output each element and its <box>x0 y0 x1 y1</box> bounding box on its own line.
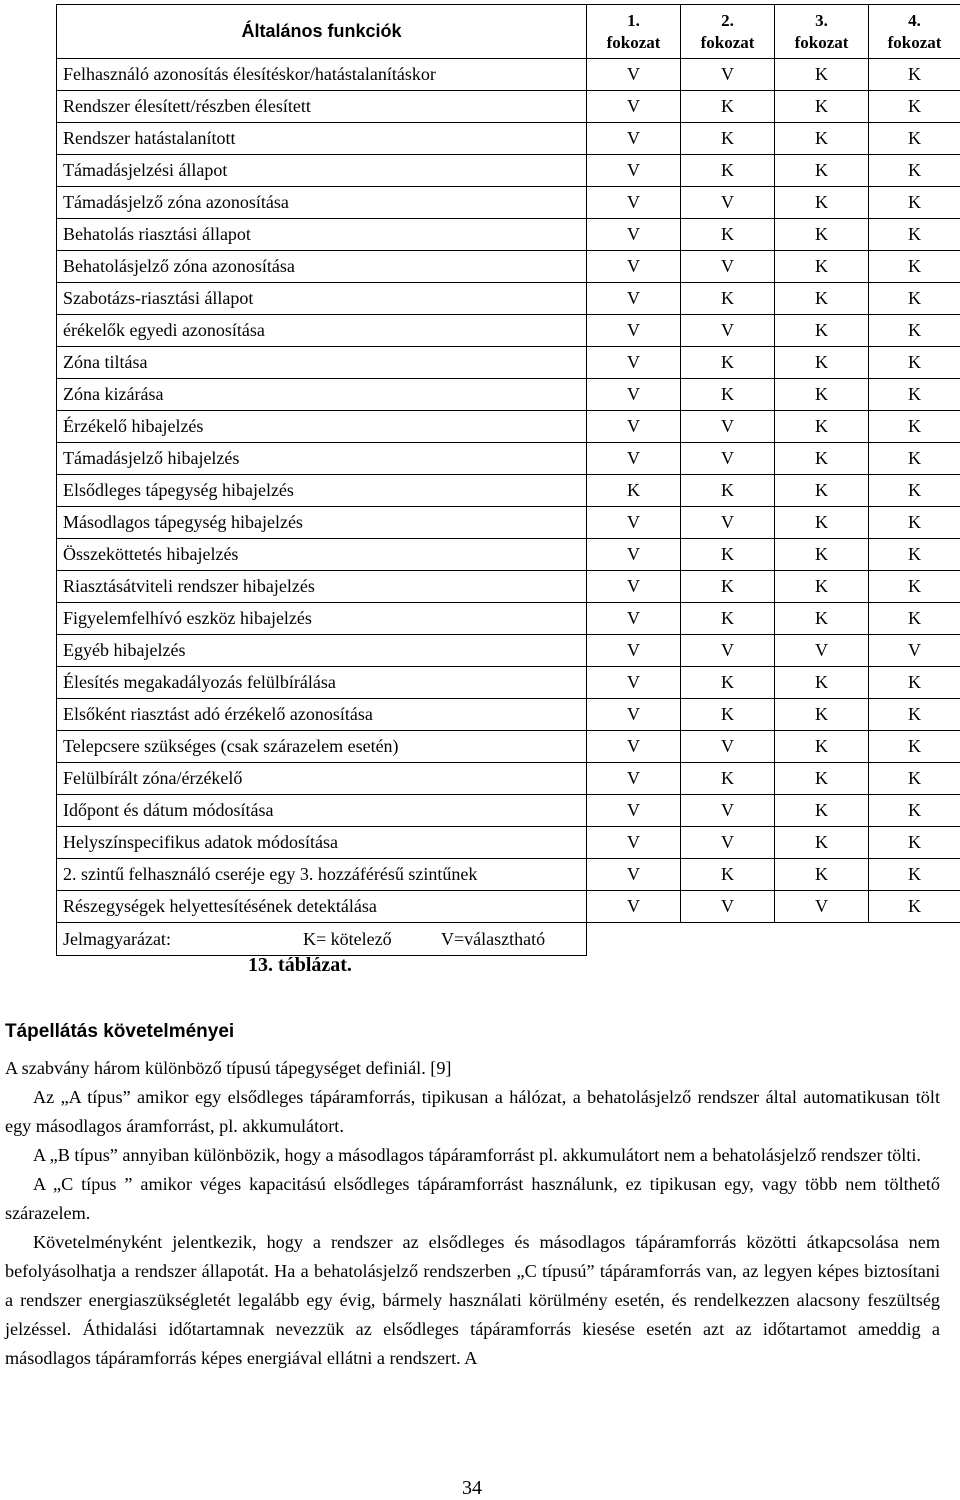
grade-value-cell: V <box>587 91 681 123</box>
grade-value-cell: K <box>775 347 869 379</box>
grade-header-1: 1. fokozat <box>587 5 681 59</box>
grade-value-cell: K <box>869 507 960 539</box>
grade-value-cell: V <box>587 699 681 731</box>
grade-value-cell: K <box>869 763 960 795</box>
grade-value-cell: V <box>681 59 775 91</box>
grade-value-cell: V <box>681 187 775 219</box>
legend-empty <box>587 923 960 956</box>
grade-value-cell: K <box>775 315 869 347</box>
grade-value-cell: V <box>587 539 681 571</box>
grade-value-cell: K <box>869 123 960 155</box>
page-number: 34 <box>462 1477 482 1499</box>
function-name-cell: Helyszínspecifikus adatok módosítása <box>57 827 587 859</box>
grade-value-cell: K <box>587 475 681 507</box>
table-row <box>57 891 960 923</box>
grade-value-cell: K <box>775 411 869 443</box>
function-name-cell: Részegységek helyettesítésének detektálása <box>57 891 587 923</box>
grade-header-2: 2. fokozat <box>681 5 775 59</box>
grade-value-cell: K <box>775 91 869 123</box>
grade-value-cell: V <box>587 155 681 187</box>
legend-label: Jelmagyarázat: <box>63 928 171 949</box>
grade-value-cell: K <box>681 571 775 603</box>
grade-value-cell: V <box>775 635 869 667</box>
grade-value-cell: V <box>587 219 681 251</box>
grade-value-cell: K <box>775 187 869 219</box>
grade-value-cell: K <box>775 155 869 187</box>
table-row <box>57 571 960 603</box>
grade-value-cell: V <box>587 859 681 891</box>
function-name-cell: Zóna tiltása <box>57 347 587 379</box>
grade-value-cell: K <box>681 763 775 795</box>
grade-value-cell: K <box>681 155 775 187</box>
table-header-row <box>57 5 960 59</box>
grade-value-cell: V <box>681 251 775 283</box>
grade-value-cell: K <box>681 667 775 699</box>
grade-value-cell: V <box>681 891 775 923</box>
grade-value-cell: V <box>681 315 775 347</box>
table-row <box>57 283 960 315</box>
grade-value-cell: K <box>681 539 775 571</box>
table-row <box>57 411 960 443</box>
table-row <box>57 91 960 123</box>
table-row <box>57 379 960 411</box>
table-row <box>57 59 960 91</box>
table-row <box>57 859 960 891</box>
grade-value-cell: K <box>869 379 960 411</box>
function-name-cell: Érzékelő hibajelzés <box>57 411 587 443</box>
legend-cell <box>57 923 587 956</box>
function-name-cell: Riasztásátviteli rendszer hibajelzés <box>57 571 587 603</box>
function-table <box>56 4 960 956</box>
grade-value-cell: V <box>869 635 960 667</box>
section-title: Tápellátás követelményei <box>5 1021 235 1042</box>
grade-value-cell: K <box>869 571 960 603</box>
body-text <box>5 1054 940 1373</box>
grade-value-cell: V <box>587 411 681 443</box>
grade-value-cell: V <box>587 571 681 603</box>
table-row <box>57 667 960 699</box>
grade-value-cell: K <box>869 699 960 731</box>
table-caption: 13. táblázat. <box>248 954 352 976</box>
grade-value-cell: K <box>775 59 869 91</box>
grade-value-cell: K <box>681 379 775 411</box>
function-name-cell: Támadásjelző hibajelzés <box>57 443 587 475</box>
grade-value-cell: K <box>869 219 960 251</box>
grade-value-cell: K <box>869 187 960 219</box>
grade-value-cell: K <box>869 443 960 475</box>
table-row <box>57 443 960 475</box>
grade-value-cell: V <box>587 827 681 859</box>
grade-value-cell: V <box>681 827 775 859</box>
grade-value-cell: K <box>681 475 775 507</box>
grade-value-cell: K <box>775 795 869 827</box>
function-name-cell: Időpont és dátum módosítása <box>57 795 587 827</box>
grade-value-cell: V <box>587 443 681 475</box>
grade-value-cell: K <box>869 667 960 699</box>
grade-value-cell: K <box>869 539 960 571</box>
table-row <box>57 763 960 795</box>
table-row <box>57 251 960 283</box>
function-name-cell: Felülbírált zóna/érzékelő <box>57 763 587 795</box>
grade-value-cell: K <box>775 507 869 539</box>
grade-value-cell: V <box>775 891 869 923</box>
table-row <box>57 603 960 635</box>
grade-value-cell: K <box>869 91 960 123</box>
table-row <box>57 635 960 667</box>
grade-value-cell: K <box>775 603 869 635</box>
grade-value-cell: K <box>775 539 869 571</box>
table-row <box>57 539 960 571</box>
grade-value-cell: V <box>587 731 681 763</box>
grade-value-cell: V <box>587 251 681 283</box>
table-row <box>57 475 960 507</box>
table-row <box>57 347 960 379</box>
paragraph-c-type: A „C típus ” amikor véges kapacitású elsődleges tápáramforrást használunk, ez tipikusan egy, vagy több nem tölthető szárazelem. <box>5 1174 940 1223</box>
grade-value-cell: K <box>869 827 960 859</box>
grade-value-cell: K <box>775 379 869 411</box>
grade-value-cell: V <box>587 603 681 635</box>
function-name-cell: 2. szintű felhasználó cseréje egy 3. hozzáférésű szintűnek <box>57 859 587 891</box>
grade-header-4: 4. fokozat <box>869 5 960 59</box>
function-name-cell: Rendszer élesített/részben élesített <box>57 91 587 123</box>
function-name-cell: Szabotázs-riasztási állapot <box>57 283 587 315</box>
grade-value-cell: K <box>775 219 869 251</box>
grade-value-cell: V <box>681 443 775 475</box>
legend-k: K= kötelező <box>303 928 392 949</box>
grade-value-cell: V <box>681 795 775 827</box>
function-name-cell: Elsődleges tápegység hibajelzés <box>57 475 587 507</box>
function-name-cell: Elsőként riasztást adó érzékelő azonosítása <box>57 699 587 731</box>
table-row <box>57 123 960 155</box>
grade-value-cell: K <box>681 699 775 731</box>
grade-value-cell: V <box>681 731 775 763</box>
table-row <box>57 827 960 859</box>
grade-value-cell: K <box>681 347 775 379</box>
grade-value-cell: K <box>775 667 869 699</box>
grade-value-cell: K <box>681 91 775 123</box>
function-name-cell: Támadásjelzési állapot <box>57 155 587 187</box>
grade-value-cell: K <box>681 859 775 891</box>
grade-value-cell: K <box>775 827 869 859</box>
paragraph-requirements: Követelményként jelentkezik, hogy a rendszer az elsődleges és másodlagos tápáramforrás közötti átkapcsolása nem befolyásolhatja a rendszer állapotát. Ha a behatolásjelző rendszerben „C típusú” tápáramforrás van, az legyen képes biztosítani a rendszer energiaszükségletét legalább egy évig, bármely használati körülmény esetén, és rendelkezzen alacsony feszültség jelzéssel. Áthidalási időtartamnak nevezzük az elsődleges tápáramforrás kiesése esetén azt az időtartamot ameddig a másodlagos tápáramforrás képes energiával ellátni a rendszert. A <box>5 1232 940 1368</box>
table-row <box>57 699 960 731</box>
grade-value-cell: K <box>775 123 869 155</box>
paragraph-b-type: A „B típus” annyiban különbözik, hogy a másodlagos tápáramforrást pl. akkumulátort nem a behatolásjelző rendszer tölti. <box>33 1145 921 1165</box>
grade-value-cell: K <box>869 283 960 315</box>
grade-value-cell: K <box>869 251 960 283</box>
paragraph-a-type: Az „A típus” amikor egy elsődleges tápáramforrás, tipikusan a hálózat, a behatolásjelző rendszer által automatikusan tölt egy másodlagos áramforrást, pl. akkumulátort. <box>5 1087 940 1136</box>
legend-v: V=választható <box>441 928 546 949</box>
function-name-cell: Támadásjelző zóna azonosítása <box>57 187 587 219</box>
grade-value-cell: K <box>869 891 960 923</box>
grade-value-cell: K <box>775 699 869 731</box>
table-body <box>57 59 960 923</box>
grade-value-cell: K <box>681 283 775 315</box>
function-name-cell: Rendszer hatástalanított <box>57 123 587 155</box>
table-row <box>57 795 960 827</box>
grade-value-cell: K <box>775 571 869 603</box>
grade-value-cell: V <box>681 635 775 667</box>
function-name-cell: Behatolásjelző zóna azonosítása <box>57 251 587 283</box>
grade-value-cell: V <box>587 507 681 539</box>
grade-value-cell: V <box>587 667 681 699</box>
grade-header-3: 3. fokozat <box>775 5 869 59</box>
grade-value-cell: V <box>587 123 681 155</box>
function-name-cell: Zóna kizárása <box>57 379 587 411</box>
table-row <box>57 155 960 187</box>
table-row <box>57 507 960 539</box>
function-name-cell: Telepcsere szükséges (csak szárazelem esetén) <box>57 731 587 763</box>
grade-value-cell: K <box>869 411 960 443</box>
grade-value-cell: V <box>587 379 681 411</box>
grade-value-cell: V <box>587 315 681 347</box>
grade-value-cell: K <box>775 859 869 891</box>
grade-value-cell: V <box>587 347 681 379</box>
grade-value-cell: K <box>775 731 869 763</box>
function-name-cell: Figyelemfelhívó eszköz hibajelzés <box>57 603 587 635</box>
grade-value-cell: V <box>587 795 681 827</box>
paragraph-intro: A szabvány három különböző típusú tápegységet definiál. [9] <box>5 1058 452 1078</box>
grade-value-cell: V <box>587 763 681 795</box>
function-name-cell: Összeköttetés hibajelzés <box>57 539 587 571</box>
grade-value-cell: K <box>869 603 960 635</box>
grade-value-cell: V <box>587 59 681 91</box>
function-name-cell: Másodlagos tápegység hibajelzés <box>57 507 587 539</box>
table-row <box>57 315 960 347</box>
grade-value-cell: K <box>869 731 960 763</box>
function-name-cell: Felhasználó azonosítás élesítéskor/hatástalanításkor <box>57 59 587 91</box>
grade-value-cell: K <box>775 283 869 315</box>
grade-value-cell: K <box>681 219 775 251</box>
table-row <box>57 219 960 251</box>
grade-value-cell: K <box>775 443 869 475</box>
grade-value-cell: K <box>681 603 775 635</box>
grade-value-cell: V <box>587 891 681 923</box>
table-row <box>57 731 960 763</box>
grade-value-cell: K <box>869 59 960 91</box>
legend-row <box>57 923 960 956</box>
function-name-cell: érékelők egyedi azonosítása <box>57 315 587 347</box>
grade-value-cell: K <box>775 763 869 795</box>
table-title: Általános funkciók <box>57 5 587 59</box>
grade-value-cell: K <box>869 859 960 891</box>
function-name-cell: Élesítés megakadályozás felülbírálása <box>57 667 587 699</box>
grade-value-cell: K <box>775 251 869 283</box>
grade-value-cell: V <box>587 635 681 667</box>
function-name-cell: Egyéb hibajelzés <box>57 635 587 667</box>
grade-value-cell: K <box>869 155 960 187</box>
grade-value-cell: K <box>869 347 960 379</box>
grade-value-cell: V <box>587 283 681 315</box>
grade-value-cell: K <box>681 123 775 155</box>
grade-value-cell: V <box>681 507 775 539</box>
grade-value-cell: V <box>681 411 775 443</box>
grade-value-cell: K <box>869 795 960 827</box>
grade-value-cell: K <box>775 475 869 507</box>
grade-value-cell: K <box>869 315 960 347</box>
grade-value-cell: V <box>587 187 681 219</box>
grade-value-cell: K <box>869 475 960 507</box>
function-name-cell: Behatolás riasztási állapot <box>57 219 587 251</box>
table-row <box>57 187 960 219</box>
